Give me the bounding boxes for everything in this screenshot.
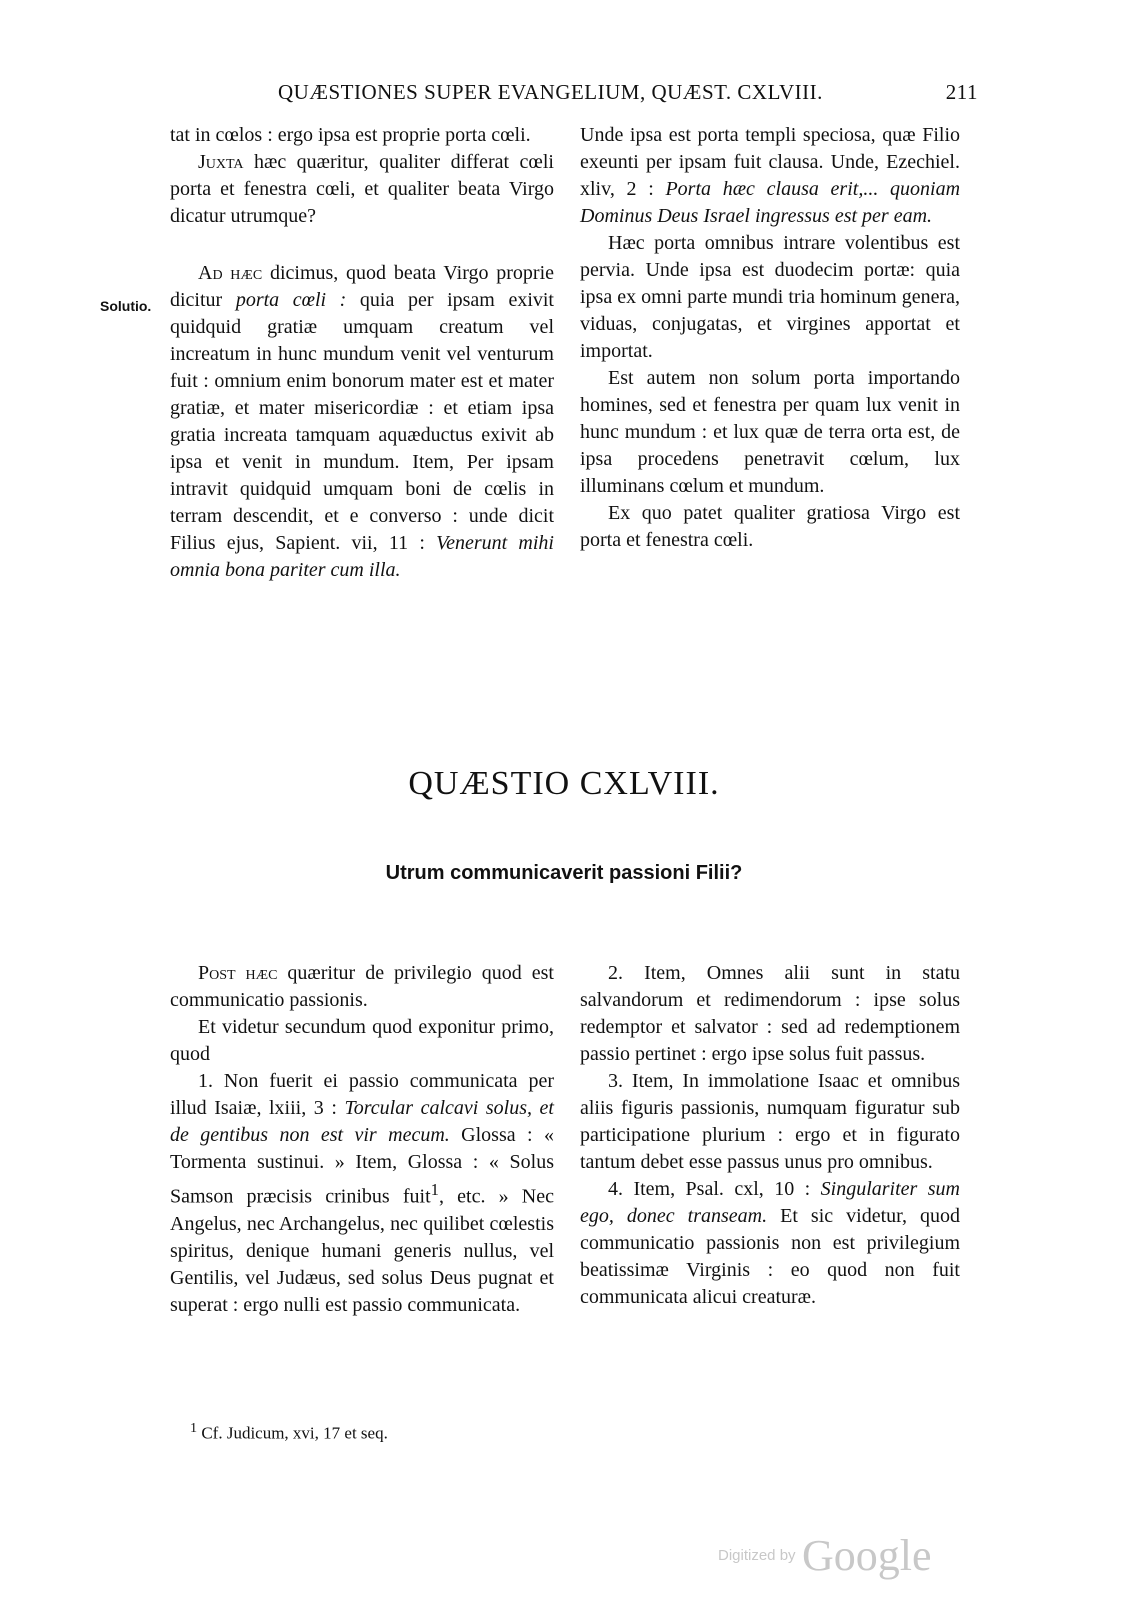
italic-text: Porta hæc clausa erit,... quoniam Dominus Deus Israel ingressus est per eam. [580,178,961,227]
paragraph: Est autem non solum porta importando homines, sed et fenestra per quam lux venit in hunc mundum : et lux quæ de terra orta est, de ipsa procedens penetravit cœlum, lux illuminans cœlum et mundum. [580,367,960,497]
watermark-small: Digitized by [718,1547,796,1564]
paragraph: Hæc porta omnibus intrare volentibus est pervia. Unde ipsa est duodecim portæ: quia ipsa ex omni parte mundi tria hominum genera, viduas, conjugatas, et virgines apportat et importat. [580,232,960,362]
paragraph [170,260,554,584]
paragraph-text: Glossa : « Tormenta sustinui. » Item, Glossa : « Solus Samson præcisis crinibus fuit [170,1124,554,1208]
paragraph: tat in cœlos : ergo ipsa est proprie porta cœli. [170,124,531,146]
paragraph: 2. Item, Omnes alii sunt in statu salvandorum et redimendorum : ipse solus redemptor et salvator : sed ad redemptionem passio pertinet : ergo ipse solus fuit passus. [580,962,960,1065]
footnote-mark: 1 [190,1420,198,1436]
watermark-logo: Google [802,1531,932,1580]
bottom-right-column [580,960,960,1311]
footnote-text: Cf. Judicum, xvi, 17 et seq. [197,1423,388,1443]
italic-text: Torcular calcavi solus, et de gentibus non est vir mecum. [170,1097,554,1146]
paragraph-text: quia per ipsam exivit quidquid gratiæ umquam creatum vel increatum in hunc mundum venit vel venturum fuit : omnium enim bonorum mater est et mater gratiæ, et mater misericordiæ : et etiam ipsa gratia increata tamquam aquæductus exivit ab ipsa et venit in mundum. Item, Per ipsam intravit quidquid umquam boni de cœlis in terram descendit, et e converso : unde dicit Filius ejus, Sapient. vii, 11 : [170,289,554,554]
paragraph-lead: Ad hæc [198,262,263,284]
top-right-column [580,122,960,554]
paragraph-text: , etc. » Nec Angelus, nec Archangelus, nec quilibet cœlestis spiritus, denique humani generis nullus, vel Gentilis, vel Judæus, sed solus Deus pugnat et superat : ergo nulli est passio communicata. [170,1185,555,1316]
digitized-watermark [718,1530,932,1581]
paragraph-text: 4. Item, Psal. cxl, 10 : [608,1178,821,1200]
italic-text: Venerunt mihi omnia bona pariter cum illa. [170,532,554,581]
margin-label-solutio: Solutio. [100,298,152,314]
top-left-column [170,122,554,584]
paragraph-text: hæc quæritur, qualiter differat cœli porta et fenestra cœli, et qualiter beata Virgo dicatur utrumque? [170,151,554,227]
italic-text: Singulariter sum ego, donec transeam. [580,1178,960,1227]
paragraph [170,960,554,1014]
paragraph [170,149,554,230]
footnote [190,1420,388,1444]
footnote-ref: 1 [430,1180,439,1199]
paragraph-text: 1. Non fuerit ei passio communicata per illud Isaiæ, lxiii, 3 : [170,1070,554,1119]
paragraph-lead: Post hæc [198,962,278,984]
paragraph-text: quæritur de privilegio quod est communicatio passionis. [170,962,554,1011]
question-title: QUÆSTIO CXLVIII. [408,765,720,802]
page-number: 211 [945,80,978,104]
paragraph-lead: Juxta [198,151,244,173]
paragraph [580,1176,960,1311]
running-title: QUÆSTIONES SUPER EVANGELIUM, QUÆST. CXLVIII. [278,80,823,104]
running-header [278,80,978,105]
bottom-left-column [170,960,554,1319]
paragraph-text: Et sic videtur, quod communicatio passionis non est privilegium beatissimæ Virginis : eo quod non fuit communicata alicui creaturæ. [580,1205,961,1308]
paragraph: Et videtur secundum quod exponitur primo, quod [170,1016,554,1065]
paragraph: 3. Item, In immolatione Isaac et omnibus aliis figuris passionis, numquam figuratur sub participatione plurium : ergo et in figurato tantum debet esse passus unus pro omnibus. [580,1070,960,1173]
question-subtitle: Utrum communicaverit passioni Filii? [385,862,743,884]
paragraph [170,1068,554,1319]
italic-text: porta cœli : [235,289,347,311]
paragraph-text: dicimus, quod beata Virgo proprie dicitur [170,262,555,311]
paragraph [580,122,960,230]
paragraph: Ex quo patet qualiter gratiosa Virgo est porta et fenestra cœli. [580,502,960,551]
paragraph-text: Unde ipsa est porta templi speciosa, quæ Filio exeunti per ipsam fuit clausa. Unde, Ezechiel. xliv, 2 : [580,124,960,200]
